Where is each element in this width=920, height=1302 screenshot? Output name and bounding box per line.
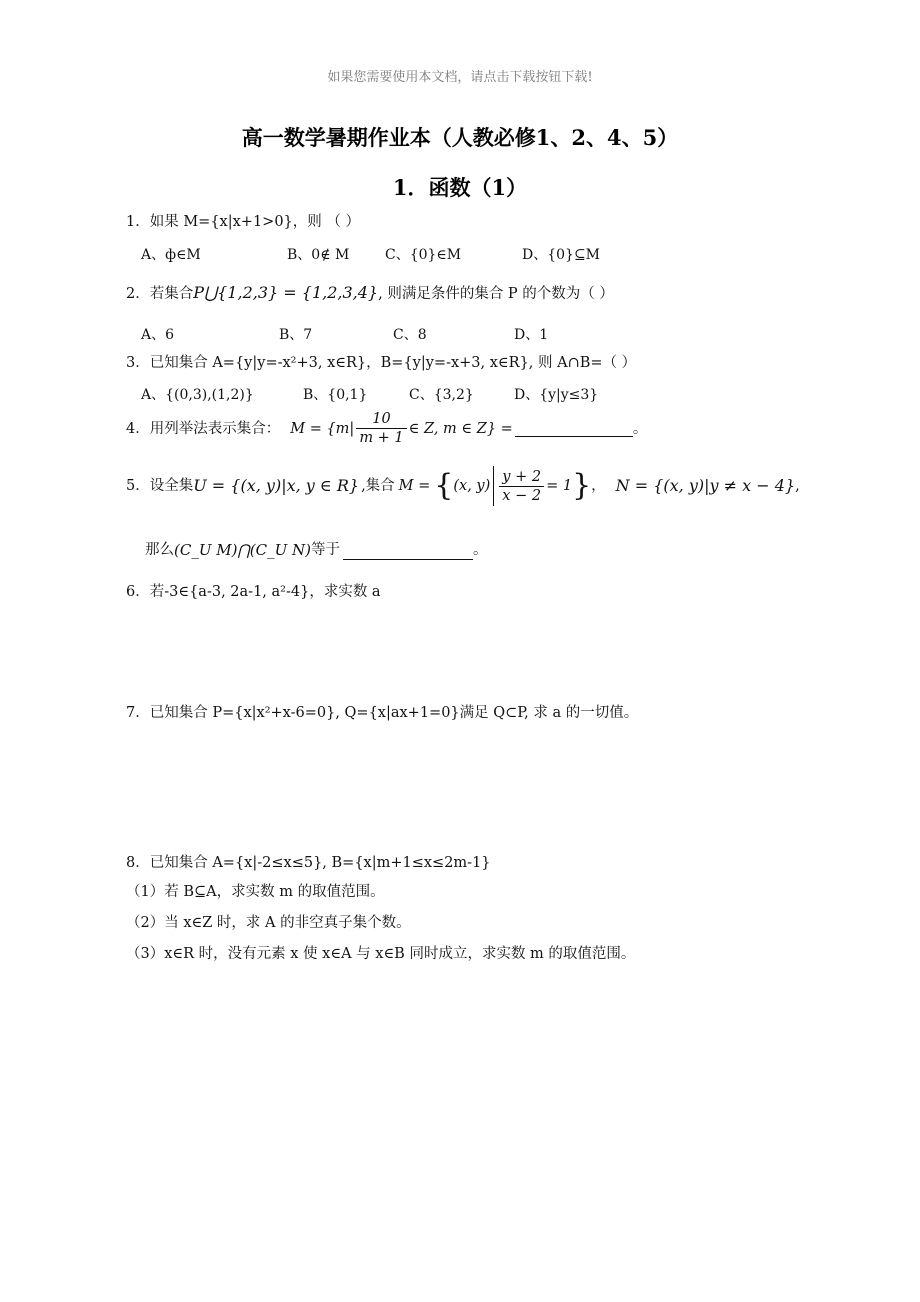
q5-u-set: U = {(x, y)|x, y ∈ R} xyxy=(193,476,360,495)
q2-formula: P⋃{1,2,3} = {1,2,3,4} xyxy=(193,283,379,302)
q5-right-brace: } xyxy=(572,468,592,503)
q3-option-b: B、{0,1} xyxy=(303,387,368,403)
q5-m-num: y + 2 xyxy=(499,468,544,487)
q3-option-c: C、{3,2} xyxy=(409,387,474,403)
q2-option-a: A、6 xyxy=(141,327,175,343)
q3-option-d: D、{y|y≤3} xyxy=(514,387,599,403)
q5-m-pair: (x, y) xyxy=(453,478,491,494)
q8-part-1: （1）若 B⊆A，求实数 m 的取值范围。 xyxy=(126,884,385,900)
q2-prefix: 2．若集合 xyxy=(126,286,194,302)
q4-fraction xyxy=(356,410,406,447)
q1-option-a: A、ф∈M xyxy=(141,247,201,263)
q5-answer-blank[interactable] xyxy=(343,545,473,560)
q5-n-set: N = {(x, y)|y ≠ x − 4} xyxy=(615,476,796,495)
question-1-stem: 1．如果 M={x|x+1>0}，则 （ ） xyxy=(126,214,360,230)
q2-suffix: , 则满足条件的集合 P 的个数为（ ） xyxy=(378,286,614,302)
question-2-stem xyxy=(126,283,614,304)
q5-m-fraction xyxy=(499,468,544,505)
q1-option-d: D、{0}⊆M xyxy=(522,247,601,263)
q2-option-b: B、7 xyxy=(279,327,313,343)
q5-end-comma: , xyxy=(795,478,800,494)
download-note: 如果您需要使用本文档，请点击下载按钮下载! xyxy=(327,70,593,85)
page-title: 高一数学暑期作业本（人教必修1、2、4、5） xyxy=(241,125,679,150)
q5-line2-prefix: 那么 xyxy=(145,542,174,558)
q5-line2-formula: (C_U M)⋂(C_U N) xyxy=(174,541,311,559)
section-title: 1．函数（1） xyxy=(392,175,528,200)
question-6-stem: 6．若-3∈{a-3, 2a-1, a²-4}，求实数 a xyxy=(126,584,381,600)
question-3-stem: 3．已知集合 A={y|y=-x²+3, x∈R}，B={y|y=-x+3, x∈R}, 则 A∩B=（ ） xyxy=(126,355,637,371)
question-5-stem xyxy=(126,466,800,506)
q4-end: 。 xyxy=(632,420,648,437)
q5-line2-suffix: 等于 xyxy=(310,542,340,558)
q4-set-close: ∈ Z, m ∈ Z} = xyxy=(408,420,513,437)
question-7-stem: 7．已知集合 P={x|x²+x-6=0}, Q={x|ax+1=0}满足 Q⊂P, 求 a 的一切值。 xyxy=(126,705,639,721)
q5-prefix: 5．设全集 xyxy=(126,478,194,494)
q4-frac-num: 10 xyxy=(356,410,406,429)
q5-left-brace: { xyxy=(434,468,454,503)
q4-frac-den: m + 1 xyxy=(359,430,404,446)
q5-m-eq: = 1 xyxy=(546,478,573,494)
question-8-stem: 8．已知集合 A={x|-2≤x≤5}, B={x|m+1≤x≤2m-1} xyxy=(126,855,491,871)
question-5-line-2 xyxy=(145,540,487,560)
q5-sep: ， xyxy=(591,478,606,494)
q1-option-c: C、{0}∈M xyxy=(385,247,462,263)
q5-line2-end: 。 xyxy=(472,542,488,558)
q4-answer-blank[interactable] xyxy=(515,420,633,437)
q2-option-c: C、8 xyxy=(393,327,427,343)
q4-prefix: 4．用列举法表示集合： xyxy=(126,420,281,437)
q5-m-lhs: M = xyxy=(398,478,431,494)
q2-option-d: D、1 xyxy=(514,327,549,343)
q3-option-a: A、{(0,3),(1,2)} xyxy=(141,387,254,403)
q5-m-den: x − 2 xyxy=(502,487,542,504)
q5-divider xyxy=(493,466,494,506)
q4-set-open: M = {m| xyxy=(290,420,355,437)
q8-part-3: （3）x∈R 时，没有元素 x 使 x∈A 与 x∈B 同时成立，求实数 m 的取值范围。 xyxy=(126,946,636,962)
q1-option-b: B、0∉ M xyxy=(287,247,350,263)
question-4-stem xyxy=(126,410,647,447)
q8-part-2: （2）当 x∈Z 时，求 A 的非空真子集个数。 xyxy=(126,915,411,931)
q5-mid: ,集合 xyxy=(361,478,395,494)
